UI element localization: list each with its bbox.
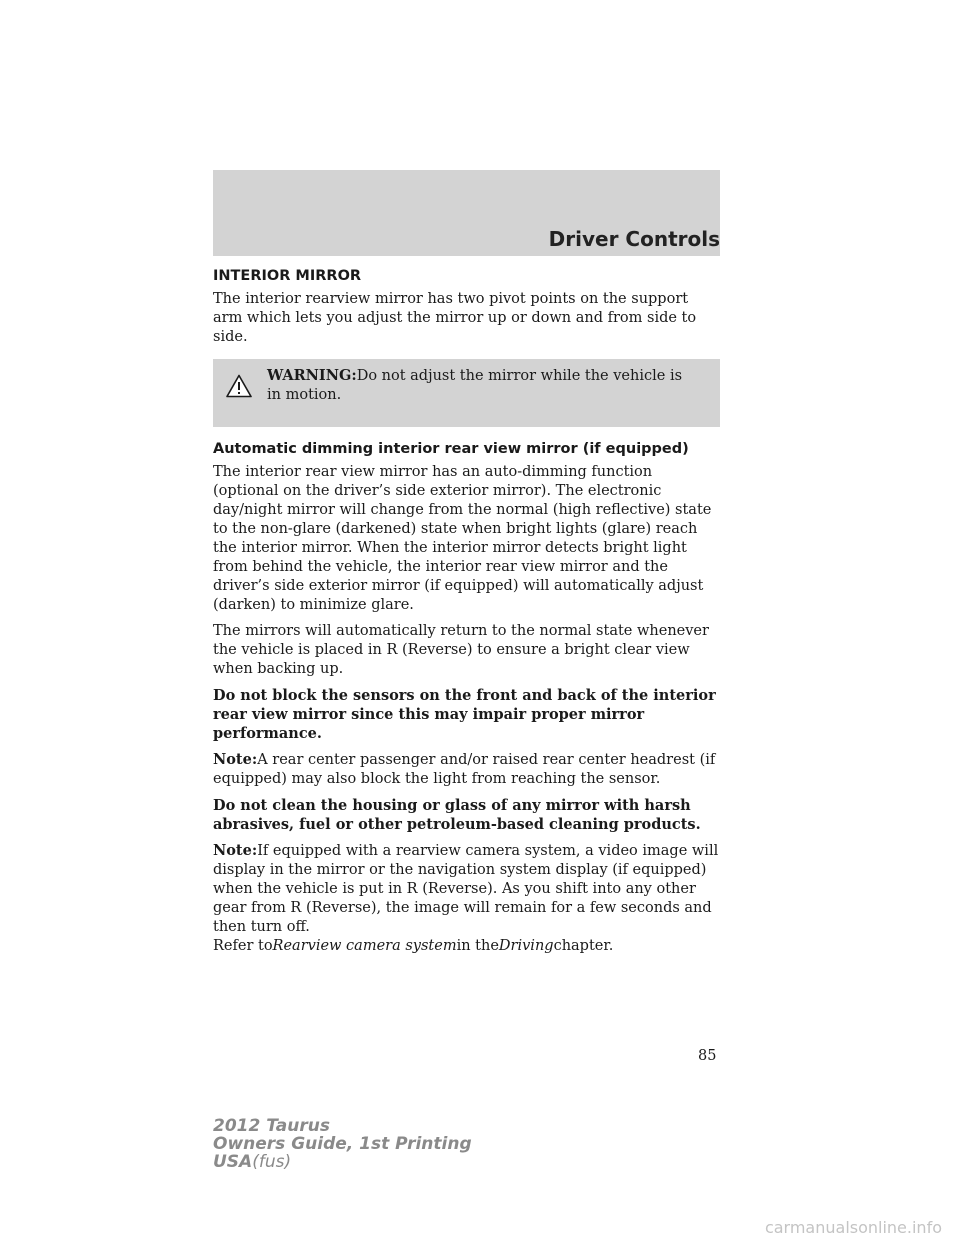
section-title: Driver Controls <box>548 227 720 251</box>
note-camera <box>213 841 720 956</box>
warning-message: Do not adjust the mirror while the vehicle is in motion. <box>267 368 683 403</box>
watermark: carmanualsonline.info <box>764 1218 942 1237</box>
intro-paragraph: The interior rearview mirror has two pivot points on the support arm which lets you adjust the mirror up or down and from side to side. <box>213 291 697 345</box>
footer-code: (fus) <box>252 1152 292 1172</box>
note-text: If equipped with a rearview camera system, a video image will display in the mirror or the navigation system display (if equipped) when the vehicle is put in R (Reverse). As you shift into any other gear from R (Reverse), the image will remain for a few seconds and then turn off. <box>213 843 719 935</box>
cleaning-caution: Do not clean the housing or glass of any mirror with harsh abrasives, fuel or other petroleum-based cleaning products. <box>213 797 701 833</box>
refer-chapter: Driving <box>498 938 554 954</box>
section-heading: INTERIOR MIRROR <box>213 268 362 284</box>
warning-text <box>267 366 684 405</box>
note-sensor <box>213 750 720 789</box>
subheading: Automatic dimming interior rear view mirror (if equipped) <box>213 441 689 457</box>
section-header-band <box>213 170 720 256</box>
footer-country: USA <box>213 1152 253 1172</box>
footer-line-3 <box>213 1153 472 1171</box>
refer-link: Rearview camera system <box>272 938 457 954</box>
refer-mid: in the <box>456 938 499 954</box>
page-number: 85 <box>698 1048 717 1064</box>
note-label: Note: <box>213 842 258 859</box>
refer-suffix: chapter. <box>553 938 614 954</box>
paragraph-reverse: The mirrors will automatically return to the normal state whenever the vehicle is placed in R (Reverse) to ensure a bright clear view when backing up. <box>213 623 709 677</box>
footer-line-1: 2012 Taurus <box>213 1116 330 1136</box>
note-text: A rear center passenger and/or raised rear center headrest (if equipped) may also block the light from reaching the sensor. <box>213 752 716 787</box>
footer-line-2: Owners Guide, 1st Printing <box>213 1134 472 1154</box>
warning-box <box>213 359 720 427</box>
warning-label: WARNING: <box>267 367 357 384</box>
sensor-caution: Do not block the sensors on the front and back of the interior rear view mirror since this may impair proper mirror performance. <box>213 687 716 742</box>
warning-triangle-icon <box>226 374 252 398</box>
paragraph-auto-dimming: The interior rear view mirror has an auto-dimming function (optional on the driver’s side exterior mirror). The electronic day/night mirror will change from the normal (high reflective) state to the non-glare (darkened) state when bright lights (glare) reach the interior mirror. When the interior mirror detects bright light from behind the vehicle, the interior rear view mirror and the driver’s side exterior mirror (if equipped) will automatically adjust (darken) to minimize glare. <box>213 464 712 613</box>
note-label: Note: <box>213 751 258 768</box>
refer-prefix: Refer to <box>213 938 273 954</box>
page-content <box>213 268 720 963</box>
footer-edition <box>213 1117 472 1171</box>
